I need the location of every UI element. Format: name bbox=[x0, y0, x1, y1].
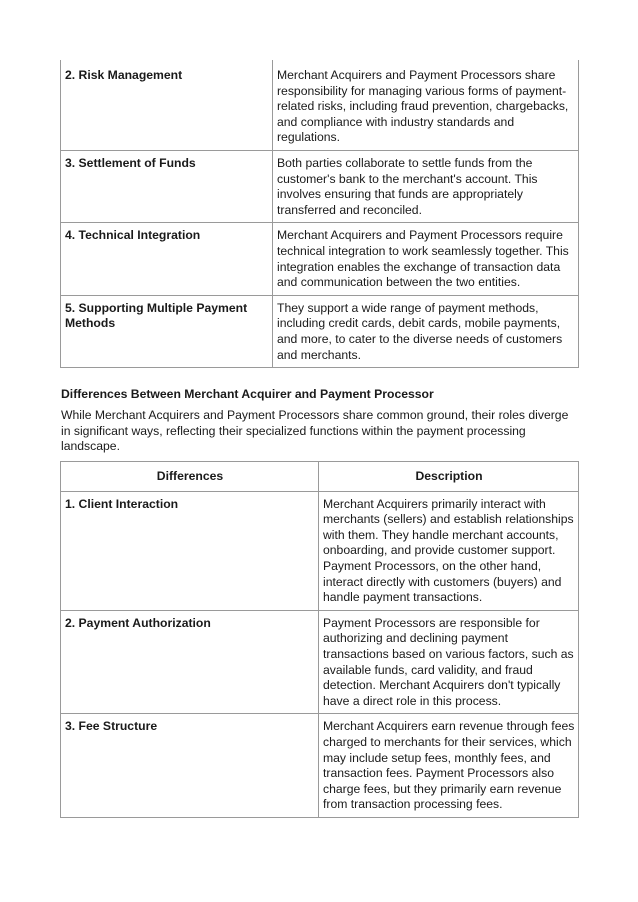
row-description: Both parties collaborate to settle funds from the customer's bank to the merchant's account. This involves ensuring that funds are appropriately transferred and reconciled. bbox=[273, 150, 579, 222]
table-row bbox=[61, 150, 579, 222]
row-label: 2. Risk Management bbox=[61, 60, 273, 150]
row-label: 4. Technical Integration bbox=[61, 223, 273, 295]
table-row bbox=[61, 610, 579, 714]
table-header-row bbox=[61, 462, 579, 492]
row-label: 1. Client Interaction bbox=[61, 491, 319, 610]
row-description: They support a wide range of payment methods, including credit cards, debit cards, mobile payments, and more, to cater to the diverse needs of customers and merchants. bbox=[273, 295, 579, 367]
row-description: Payment Processors are responsible for authorizing and declining payment transactions based on various factors, such as available funds, card validity, and fraud detection. Merchant Acquirers don't typically have a direct role in this process. bbox=[319, 610, 579, 714]
row-description: Merchant Acquirers and Payment Processors require technical integration to work seamlessly together. This integration enables the exchange of transaction data and communication between the two entities. bbox=[273, 223, 579, 295]
row-description: Merchant Acquirers and Payment Processors share responsibility for managing various forms of payment-related risks, including fraud prevention, chargebacks, and compliance with industry standards and regulations. bbox=[273, 60, 579, 150]
column-header-differences: Differences bbox=[61, 462, 319, 492]
table-row bbox=[61, 295, 579, 367]
table-row bbox=[61, 491, 579, 610]
row-description: Merchant Acquirers earn revenue through fees charged to merchants for their services, which may include setup fees, monthly fees, and transaction fees. Payment Processors also charge fees, but they primarily earn revenue from transaction processing fees. bbox=[319, 714, 579, 818]
table-row bbox=[61, 60, 579, 150]
section-intro-paragraph: While Merchant Acquirers and Payment Processors share common ground, their roles diverge in significant ways, reflecting their specialized functions within the payment processing landscape. bbox=[61, 408, 569, 454]
row-description: Merchant Acquirers primarily interact with merchants (sellers) and establish relationships with them. They handle merchant accounts, onboarding, and provide customer support. Payment Processors, on the other hand, interact directly with customers (buyers) and handle payment transactions. bbox=[319, 491, 579, 610]
row-label: 2. Payment Authorization bbox=[61, 610, 319, 714]
table-row bbox=[61, 714, 579, 818]
table-row bbox=[61, 223, 579, 295]
row-label: 5. Supporting Multiple Payment Methods bbox=[61, 295, 273, 367]
row-label: 3. Settlement of Funds bbox=[61, 150, 273, 222]
differences-table bbox=[60, 461, 579, 818]
similarities-table bbox=[60, 60, 579, 368]
row-label: 3. Fee Structure bbox=[61, 714, 319, 818]
column-header-description: Description bbox=[319, 462, 579, 492]
section-heading: Differences Between Merchant Acquirer and Payment Processor bbox=[61, 387, 434, 401]
